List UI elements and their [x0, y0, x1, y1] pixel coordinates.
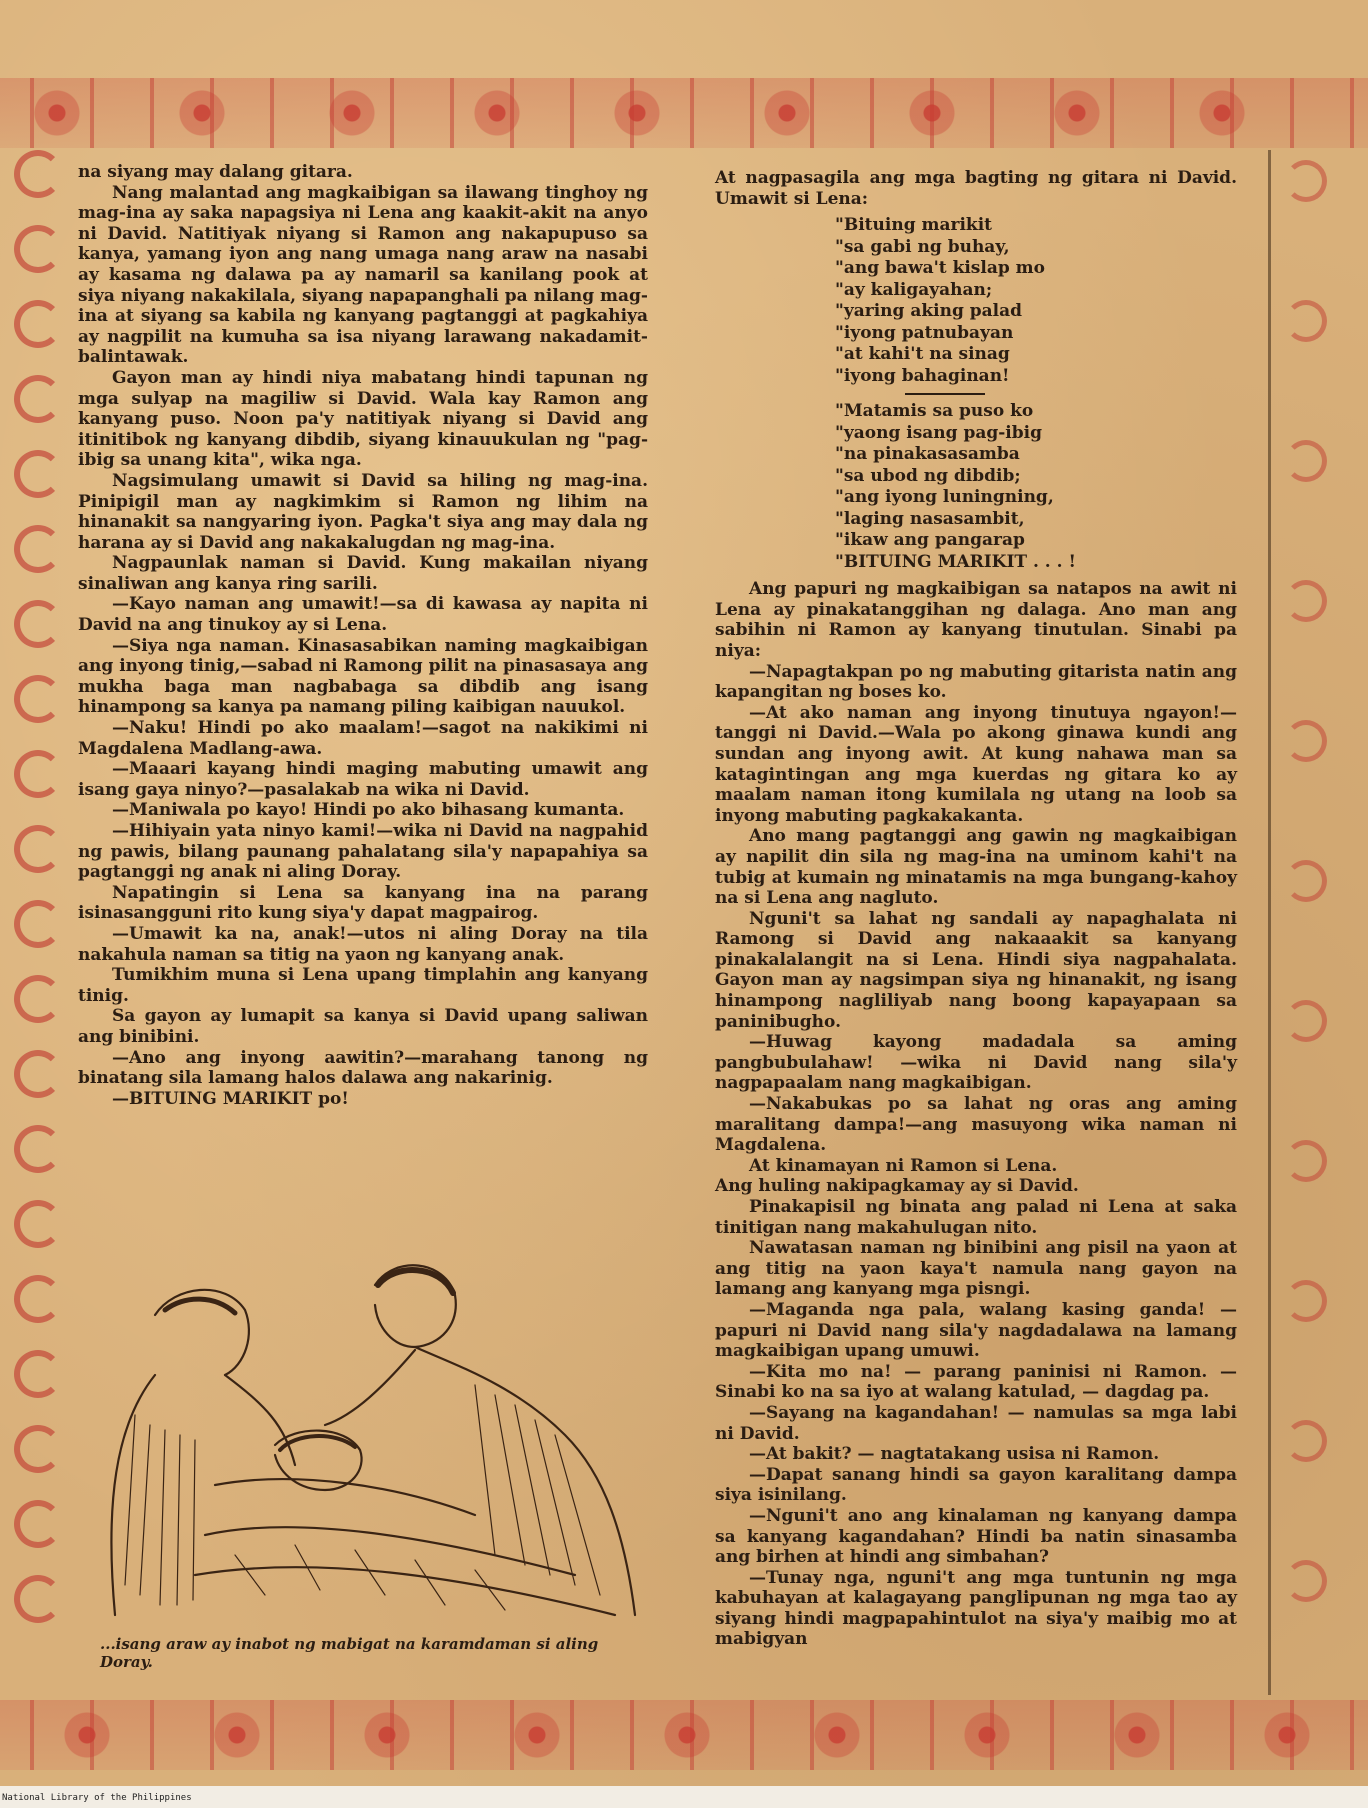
star-ornament-icon [960, 1708, 1014, 1762]
star-ornament-icon [1110, 1708, 1164, 1762]
woman-body [415, 1347, 635, 1615]
poem-line: "ang bawa't kislap mo [835, 258, 1045, 279]
scan-footer-strip [0, 1786, 1368, 1808]
bottom-ornamental-border [0, 1700, 1368, 1770]
poem-line: "laging nasasambit, [835, 508, 1025, 529]
song-stanza-2 [835, 401, 1237, 573]
man-head-outline [155, 1290, 249, 1375]
star-ornament-icon [905, 86, 959, 140]
poem-line: "na pinakasasamba [835, 444, 1020, 465]
woman-dress-shading [475, 1385, 600, 1595]
top-ornamental-border [0, 78, 1368, 148]
swirl-ornament-icon [1285, 440, 1327, 482]
paragraph: —Nakabukas po sa lahat ng oras ang aming maralitang dampa!—ang masuyong wika naman ni Magdalena. [715, 1094, 1237, 1156]
woman-arm [325, 1350, 415, 1425]
swirl-ornament-icon [14, 1425, 62, 1473]
star-ornament-icon [1050, 86, 1104, 140]
swirl-ornament-icon [14, 600, 62, 648]
paragraph: —Kita mo na! — parang paninisi ni Ramon. — Sinabi ko na sa iyo at walang katulad, — dagdag pa. [715, 1361, 1237, 1403]
illustration-caption: ...isang araw ay inabot ng mabigat na karamdaman si aling Doray. [100, 1635, 599, 1671]
swirl-ornament-icon [1285, 1000, 1327, 1042]
paragraph: —At ako naman ang inyong tinutuya ngayon!—tanggi ni David.—Wala po akong ginawa kundi ang sundan ang inyong awit. At kung nahawa man sa katagintingan ang mga kuerdas ng gitara ko ay maalam naman itong kumilala ng utang na loob sa inyong mabuting pagkakakanta. [715, 702, 1237, 826]
star-ornament-icon [610, 86, 664, 140]
poem-line: "ang iyong luningning, [835, 487, 1054, 508]
blanket-shading [235, 1545, 505, 1610]
blanket-edge [195, 1567, 615, 1615]
swirl-ornament-icon [14, 150, 62, 198]
right-column-rule [1268, 150, 1271, 1695]
paragraph: Napatingin si Lena sa kanyang ina na parang isinasangguni rito kung siya'y dapat magpairog. [78, 882, 648, 924]
star-ornament-icon [470, 86, 524, 140]
poem-line: "yaring aking palad [835, 301, 1023, 322]
patient-hair [280, 1436, 355, 1450]
star-ornament-icon [1260, 1708, 1314, 1762]
paragraph: Pinakapisil ng binata ang palad ni Lena at saka tinitigan nang makahulugan nito. [715, 1197, 1237, 1238]
paragraph: —Ano ang inyong aawitin?—marahang tanong ng binatang sila lamang halos dalawa ang nakarinig. [78, 1047, 648, 1089]
man-arm [225, 1375, 295, 1465]
library-credit: National Library of the Philippines [2, 1793, 192, 1803]
poem-line: "ikaw ang pangarap [835, 530, 1025, 551]
paragraph: Nagsimulang umawit si David sa hiling ng mag-ina. Pinipigil man ay nagkimkim si Ramon ng lihim na hinanakit sa nangyaring iyon. Pagka't siya ang may dala ng harana ay si David ang nakakalugdan ng mag-ina. [78, 470, 648, 553]
paragraph: Ang papuri ng magkaibigan sa natapos na awit ni Lena ay pinakatanggihan ng dalaga. Ano man ang sabihin ni Ramon ay kanyang tinutulan. Sinabi pa niya: [715, 579, 1237, 661]
swirl-ornament-icon [1285, 300, 1327, 342]
swirl-ornament-icon [14, 975, 62, 1023]
illustration-sick-woman [95, 1255, 640, 1625]
star-ornament-icon [60, 1708, 114, 1762]
woman-hair [378, 1270, 453, 1293]
paragraph: —At bakit? — nagtatakang usisa ni Ramon. [749, 1444, 1160, 1465]
swirl-ornament-icon [14, 225, 62, 273]
paragraph: Ang huling nakipagkamay ay si David. [715, 1176, 1079, 1197]
paragraph: —Kayo naman ang umawit!—sa di kawasa ay napita ni David na ang tinukoy ay si Lena. [78, 594, 648, 636]
paragraph: —Nguni't ano ang kinalaman ng kanyang dampa sa kanyang kagandahan? Hindi ba natin sinasamba ang birhen at hindi ang simbahan? [715, 1505, 1237, 1568]
swirl-ornament-icon [1285, 1280, 1327, 1322]
paragraph: —Tunay nga, nguni't ang mga tuntunin ng mga kabuhayan at kalagayang panglipunan ng mga tao ay siyang hindi magpapahintulot na siya'y maibig mo at mabigyan [715, 1567, 1237, 1650]
paragraph: Nagpaunlak naman si David. Kung makailan niyang sinaliwan ang kanya ring sarili. [78, 553, 648, 594]
left-ornamental-border [0, 150, 60, 1690]
paragraph: —Hihiyain yata ninyo kami!—wika ni David na nagpahid ng pawis, bilang paunang pahalatang sila'y napapahiya sa pagtanggi ng anak ni aling Doray. [78, 821, 648, 883]
swirl-ornament-icon [1285, 1420, 1327, 1462]
paragraph: Nang malantad ang magkaibigan sa ilawang tinghoy ng mag-ina ay saka napagsiya ni Lena ang kaakit-akit na anyo ni David. Natitiyak niyang si Ramon ang nakapupuso sa kanya, yamang iyon ang nang umaga nang araw na nasabi ay kasama ng dalawa pa ay namaril sa kanilang pook at siya niyang nakakilala, siyang napapanghali pa nilang mag-ina at siyang sa kabila ng kanyang pagtanggi at pagkahiya ay nagpilit na kumuha sa isa niyang larawang nakadamit-balintawak. [78, 182, 648, 368]
paragraph: na siyang may dalang gitara. [78, 162, 353, 182]
swirl-ornament-icon [14, 375, 62, 423]
swirl-ornament-icon [14, 525, 62, 573]
paragraph: —Maniwala po kayo! Hindi po ako bihasang kumanta. [112, 800, 625, 821]
swirl-ornament-icon [14, 1200, 62, 1248]
star-ornament-icon [660, 1708, 714, 1762]
paragraph: Gayon man ay hindi niya mabatang hindi tapunan ng mga sulyap na magiliw si David. Wala kay Ramon ang kanyang puso. Noon pa'y natitiyak niyang si David ang itinitibok ng kanyang dibdib, siyang kinauukulan ng "pag-ibig sa unang kita", wika nga. [78, 367, 648, 471]
swirl-ornament-icon [1285, 1560, 1327, 1602]
poem-line: "Matamis sa puso ko [835, 401, 1034, 422]
swirl-ornament-icon [14, 1275, 62, 1323]
swirl-ornament-icon [1285, 1140, 1327, 1182]
paragraph: —Maganda nga pala, walang kasing ganda! — papuri ni David nang sila'y nagdadalawa na lamang magkaibigan upang umuwi. [715, 1299, 1237, 1362]
man-shading [125, 1415, 195, 1605]
swirl-ornament-icon [14, 1500, 62, 1548]
poem-line: "ay kaligayahan; [835, 279, 993, 300]
song-stanza-1 [835, 215, 1237, 395]
paragraph: —Naku! Hindi po ako maalam!—sagot na nakikimi ni Magdalena Madlang-awa. [78, 718, 648, 759]
star-ornament-icon [30, 86, 84, 140]
swirl-ornament-icon [1285, 860, 1327, 902]
poem-line: "Bituing marikit [835, 215, 993, 236]
swirl-ornament-icon [14, 675, 62, 723]
stanza-divider [905, 393, 985, 395]
paragraph: —Sayang na kagandahan! — namulas sa mga labi ni David. [715, 1402, 1237, 1444]
paragraph: At nagpasagila ang mga bagting ng gitara ni David. Umawit si Lena: [715, 168, 1237, 209]
swirl-ornament-icon [1285, 720, 1327, 762]
paragraph: At kinamayan ni Ramon si Lena. [749, 1155, 1058, 1176]
swirl-ornament-icon [14, 1125, 62, 1173]
paragraph: —Huwag kayong madadala sa aming pangbubulahaw! —wika ni David nang sila'y nagpapaalam nang magkaibigan. [715, 1032, 1237, 1094]
poem-line: "yaong isang pag-ibig [835, 422, 1042, 443]
swirl-ornament-icon [14, 900, 62, 948]
poem-line: "iyong patnubayan [835, 322, 1014, 343]
man-hair [165, 1299, 235, 1313]
paragraph: Nawatasan naman ng binibini ang pisil na yaon at ang titig na yaon kaya't namula nang gayon na lamang ang kanyang mga pisngi. [715, 1238, 1237, 1300]
poem-line: "BITUING MARIKIT . . . ! [835, 551, 1076, 572]
poem-line: "sa gabi ng buhay, [835, 236, 1010, 257]
poem-line: "iyong bahaginan! [835, 365, 1010, 386]
star-ornament-icon [760, 86, 814, 140]
paragraph: Sa gayon ay lumapit sa kanya si David upang saliwan ang binibini. [78, 1006, 648, 1047]
poem-line: "at kahi't na sinag [835, 344, 1010, 365]
star-ornament-icon [325, 86, 379, 140]
star-ornament-icon [510, 1708, 564, 1762]
paragraph: Tumikhim muna si Lena upang timplahin ang kanyang tinig. [78, 965, 648, 1006]
swirl-ornament-icon [14, 825, 62, 873]
swirl-ornament-icon [14, 1575, 62, 1623]
swirl-ornament-icon [14, 1350, 62, 1398]
paragraph: Ano mang pagtanggi ang gawin ng magkaibigan ay napilit din sila ng mag-ina na uminom kahi't na tubig at kumain ng minatamis na mga bungang-kahoy na si Lena ang nagluto. [715, 826, 1237, 909]
swirl-ornament-icon [1285, 580, 1327, 622]
right-text-column [715, 168, 1237, 1650]
star-ornament-icon [210, 1708, 264, 1762]
star-ornament-icon [1195, 86, 1249, 140]
star-ornament-icon [810, 1708, 864, 1762]
star-ornament-icon [360, 1708, 414, 1762]
paragraph: —Napagtakpan po ng mabuting gitarista natin ang kapangitan ng boses ko. [715, 661, 1237, 703]
paragraph: —Maaari kayang hindi maging mabuting umawit ang isang gaya ninyo?—pasalakab na wika ni David. [78, 759, 648, 800]
poem-line: "sa ubod ng dibdib; [835, 465, 1021, 486]
paragraph: —Umawit ka na, anak!—utos ni aling Doray na tila nakahula naman sa titig na yaon ng kanyang anak. [78, 923, 648, 965]
swirl-ornament-icon [1285, 160, 1327, 202]
paragraph: Nguni't sa lahat ng sandali ay napaghalata ni Ramong si David ang nakaaakit sa kanyang pinakalalangit na si Lena. Hindi siya nagpahalata. Gayon man ay nagsimpan siya ng hinanakit, ng isang hinampong nagliliyab nang boong kapayapaan sa paninibugho. [715, 908, 1237, 1032]
swirl-ornament-icon [14, 1050, 62, 1098]
star-ornament-icon [175, 86, 229, 140]
swirl-ornament-icon [14, 750, 62, 798]
man-back [111, 1375, 155, 1615]
paragraph: —Dapat sanang hindi sa gayon karalitang dampa siya isinilang. [715, 1464, 1237, 1506]
swirl-ornament-icon [14, 300, 62, 348]
paragraph: —Siya nga naman. Kinasasabikan naming magkaibigan ang inyong tinig,—sabad ni Ramong pilit na pinasasaya ang mukha baga man nagbabaga sa dibdib ang isang hinampong sa kanya pa namang piling kaibigan nauukol. [78, 635, 648, 718]
paragraph: —BITUING MARIKIT po! [112, 1088, 349, 1109]
swirl-ornament-icon [14, 450, 62, 498]
left-text-column [78, 162, 648, 1109]
